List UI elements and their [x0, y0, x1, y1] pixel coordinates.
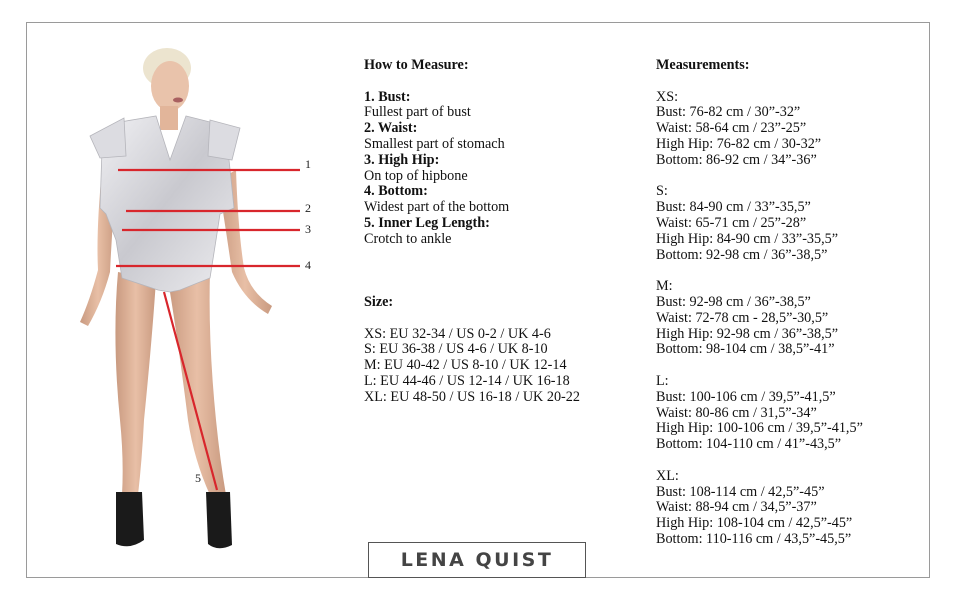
label-3: 3	[305, 222, 311, 236]
measurement-line: Bottom: 92-98 cm / 36”-38,5”	[656, 246, 828, 263]
measurement-line: High Hip: 108-104 cm / 42,5”-45”	[656, 515, 853, 532]
measurement-line: High Hip: 76-82 cm / 30-32”	[656, 135, 822, 152]
measure-item-desc: Smallest part of stomach	[364, 135, 505, 152]
measurement-line: Waist: 58-64 cm / 23”-25”	[656, 120, 807, 137]
right-shoe	[206, 492, 232, 548]
measurement-line: Bust: 84-90 cm / 33”-35,5”	[656, 199, 811, 216]
left-shoe	[116, 492, 144, 546]
measurement-line: Bust: 100-106 cm / 39,5”-41,5”	[656, 388, 836, 405]
size-row: M: EU 40-42 / US 8-10 / UK 12-14	[364, 357, 567, 374]
measurement-line: Waist: 72-78 cm - 28,5”-30,5”	[656, 309, 829, 326]
measurement-line: High Hip: 92-98 cm / 36”-38,5”	[656, 325, 839, 342]
measurement-line: Bottom: 110-116 cm / 43,5”-45,5”	[656, 530, 852, 547]
size-group-heading: M:	[656, 278, 673, 295]
measure-item-desc: Fullest part of bust	[364, 104, 471, 121]
right-leg	[168, 272, 226, 495]
measure-item-label: 2. Waist:	[364, 120, 418, 137]
measurement-line: Bust: 108-114 cm / 42,5”-45”	[656, 483, 825, 500]
measurement-line: Bottom: 104-110 cm / 41”-43,5”	[656, 436, 842, 453]
size-group-heading: S:	[656, 183, 668, 200]
measure-item-desc: Widest part of the bottom	[364, 199, 510, 216]
size-row: S: EU 36-38 / US 4-6 / UK 8-10	[364, 341, 548, 358]
measure-item-desc: On top of hipbone	[364, 167, 468, 184]
left-leg	[115, 272, 156, 495]
measurement-line: Bottom: 98-104 cm / 38,5”-41”	[656, 341, 835, 358]
measurement-line: High Hip: 84-90 cm / 33”-35,5”	[656, 230, 839, 247]
measurements-title: Measurements:	[656, 57, 750, 73]
size-row: XS: EU 32-34 / US 0-2 / UK 4-6	[364, 325, 551, 342]
brand-logo: LENA QUIST	[368, 542, 586, 578]
label-1: 1	[305, 157, 311, 171]
size-row: L: EU 44-46 / US 12-14 / UK 16-18	[364, 372, 570, 389]
how-to-measure-column	[364, 58, 580, 406]
measure-item-label: 5. Inner Leg Length:	[364, 214, 490, 231]
model-illustration	[60, 40, 320, 560]
measurement-line: Waist: 65-71 cm / 25”-28”	[656, 214, 807, 231]
measure-item-desc: Crotch to ankle	[364, 230, 452, 247]
label-5: 5	[195, 471, 201, 485]
size-group-heading: XL:	[656, 467, 679, 484]
label-2: 2	[305, 201, 311, 215]
size-title: Size:	[364, 293, 394, 310]
measurement-line: Bust: 92-98 cm / 36”-38,5”	[656, 293, 811, 310]
measure-item-label: 1. Bust:	[364, 88, 411, 105]
head	[151, 61, 189, 111]
measurements-column	[656, 58, 863, 548]
label-4: 4	[305, 258, 311, 272]
size-row: XL: EU 48-50 / US 16-18 / UK 20-22	[364, 388, 580, 405]
measurement-line: Bust: 76-82 cm / 30”-32”	[656, 104, 801, 121]
measurement-line: High Hip: 100-106 cm / 39,5”-41,5”	[656, 420, 863, 437]
model-figure	[60, 40, 320, 560]
size-group-heading: XS:	[656, 88, 679, 105]
size-group-heading: L:	[656, 372, 669, 389]
measure-item-label: 3. High Hip:	[364, 151, 440, 168]
measurement-line: Bottom: 86-92 cm / 34”-36”	[656, 151, 817, 168]
measurement-line: Waist: 88-94 cm / 34,5”-37”	[656, 499, 817, 516]
how-to-measure-title: How to Measure:	[364, 57, 469, 73]
measurement-line: Waist: 80-86 cm / 31,5”-34”	[656, 404, 817, 421]
measure-item-label: 4. Bottom:	[364, 183, 428, 200]
